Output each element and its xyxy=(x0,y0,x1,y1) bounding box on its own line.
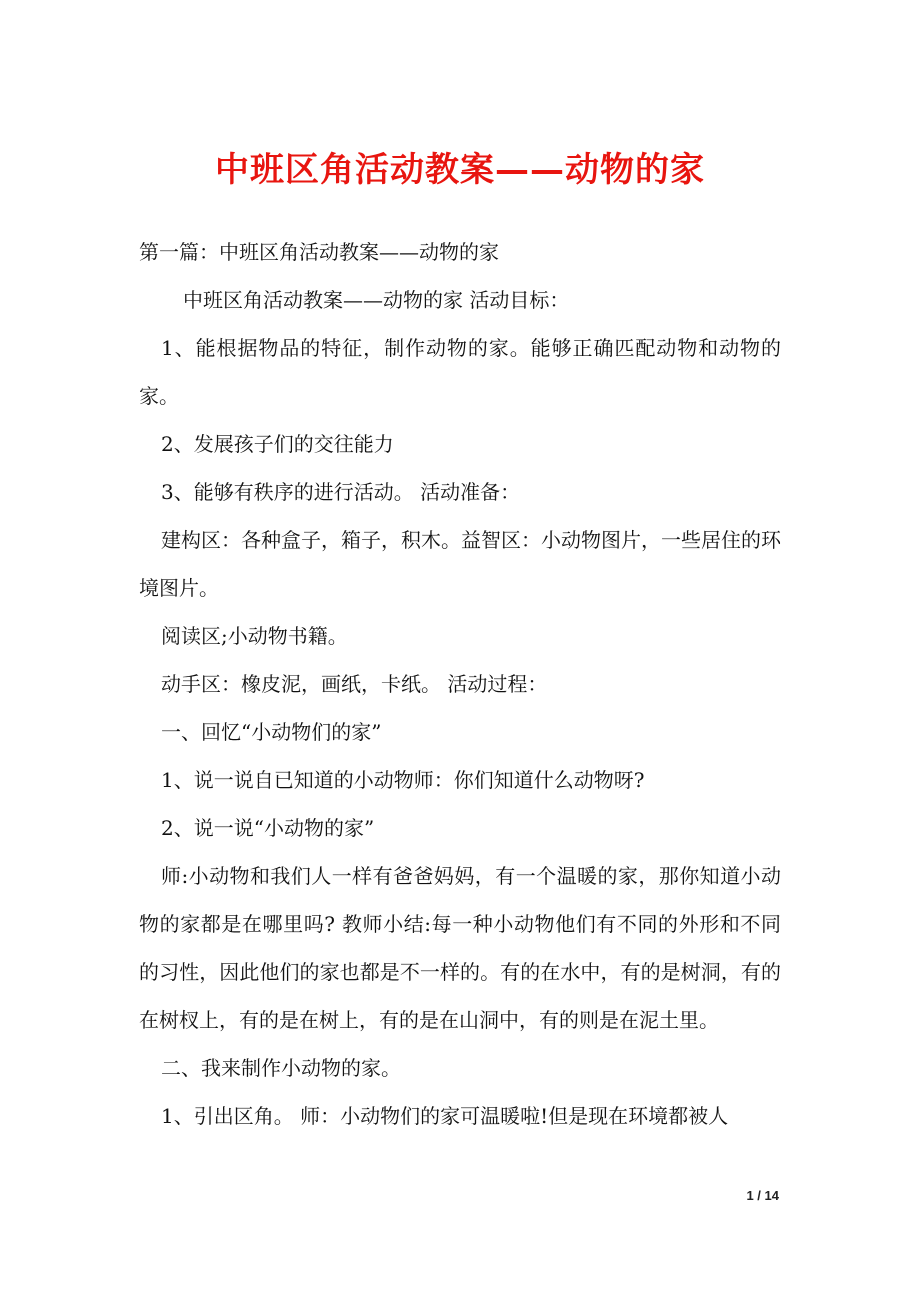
paragraph-preparation-areas: 建构区：各种盒子，箱子，积木。益智区：小动物图片，一些居住的环境图片。 xyxy=(139,528,781,600)
paragraph-goal-2: 2、发展孩子们的交往能力 xyxy=(161,432,394,456)
paragraph-step-one: 一、回忆“小动物们的家” xyxy=(161,720,382,744)
page-number: 1 / 14 xyxy=(746,1188,779,1203)
paragraph-section-heading: 第一篇：中班区角活动教案——动物的家 xyxy=(139,240,499,264)
paragraph-goal-3: 3、能够有秩序的进行活动。 活动准备： xyxy=(161,480,521,504)
paragraph-reading-area: 阅读区;小动物书籍。 xyxy=(161,624,348,648)
paragraph-teacher-summary: 师:小动物和我们人一样有爸爸妈妈，有一个温暖的家，那你知道小动物的家都是在哪里吗? 教师小结:每一种小动物他们有不同的外形和不同的习性，因此他们的家也都是不一样的。有的在水中，有的是树洞，有的在树杈上，有的是在树上，有的是在山洞中，有的则是在泥土里。 xyxy=(139,864,781,1032)
paragraph-step-one-2: 2、说一说“小动物的家” xyxy=(161,816,375,840)
document-title: 中班区角活动教案——动物的家 xyxy=(215,150,705,190)
paragraph-handcraft-area: 动手区：橡皮泥，画纸，卡纸。 活动过程： xyxy=(161,672,548,696)
paragraph-step-two: 二、我来制作小动物的家。 xyxy=(161,1056,401,1080)
paragraph-goal-1: 1、能根据物品的特征，制作动物的家。能够正确匹配动物和动物的家。 xyxy=(139,336,781,408)
paragraph-activity-goals: 中班区角活动教案——动物的家 活动目标： xyxy=(183,288,570,312)
paragraph-step-two-1: 1、引出区角。 师：小动物们的家可温暖啦!但是现在环境都被人 xyxy=(161,1104,729,1128)
paragraph-step-one-1: 1、说一说自已知道的小动物师：你们知道什么动物呀? xyxy=(161,768,645,792)
document-body xyxy=(139,228,781,1140)
